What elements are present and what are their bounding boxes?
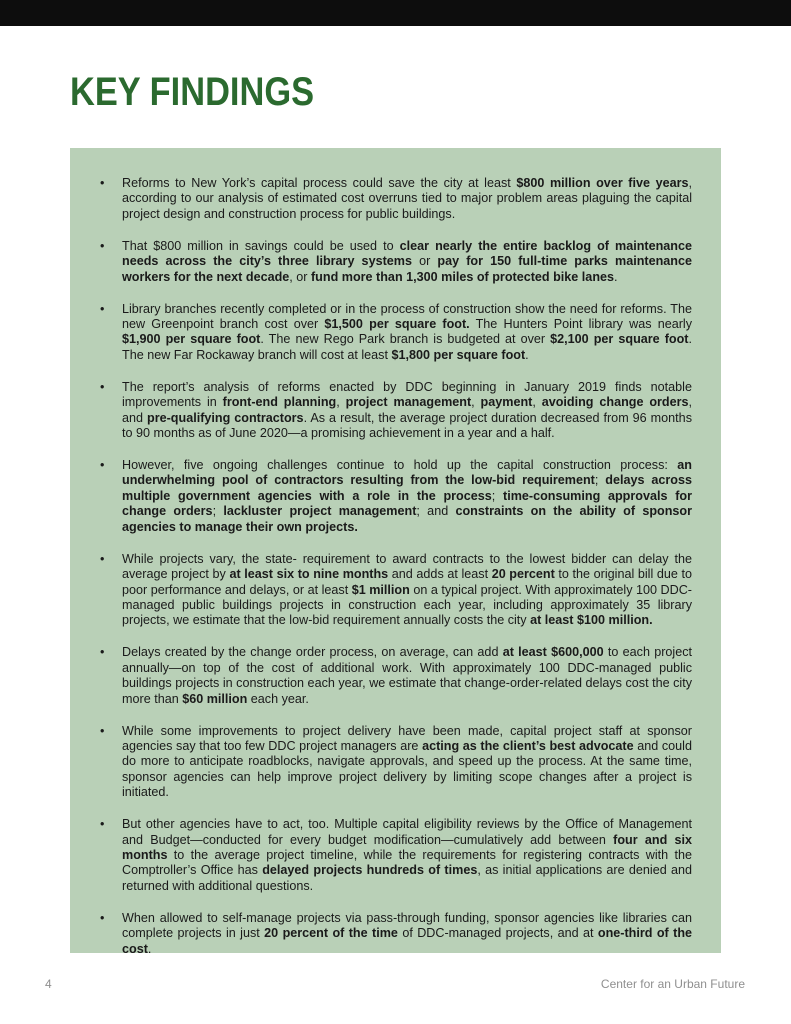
finding-text: . — [525, 347, 529, 362]
finding-text: That $800 million in savings could be used to — [122, 238, 400, 253]
finding-emphasis: $1,800 per square foot — [391, 347, 526, 362]
finding-item — [122, 458, 692, 535]
finding-emphasis: $1 million — [351, 582, 410, 597]
finding-emphasis: $1,900 per square foot — [122, 332, 261, 347]
finding-text: Delays created by the change order process, on average, can add — [122, 645, 503, 660]
finding-emphasis: $2,100 per square foot — [550, 332, 689, 347]
finding-text: When allowed to self-manage projects via pass-through funding, sponsor agencies like libraries can complete projects in just — [122, 910, 692, 941]
finding-text: , or — [289, 269, 311, 284]
finding-emphasis: pay for 150 full-time parks maintenance workers for the next decade — [122, 254, 692, 284]
finding-text: However, five ongoing challenges continue to hold up the capital construction process: — [122, 458, 678, 473]
finding-text: . — [147, 941, 152, 956]
finding-text: , as initial applications are denied and returned with additional questions. — [122, 863, 693, 893]
finding-text: , — [336, 395, 346, 410]
finding-text: and could do more to anticipate roadblocks, navigate approvals, and speed up the process. At the same time, sponsor agencies can help improve project delivery by limiting scope changes after a project is initiated. — [122, 738, 692, 800]
page-title: KEY FINDINGS — [70, 70, 315, 114]
finding-emphasis: project management — [345, 395, 472, 410]
finding-emphasis: one-third of the cost — [122, 926, 693, 956]
finding-text: . As a result, the average project duration decreased from 96 months to 90 months as of June 2020—a promising achievement in a year and a half. — [122, 410, 692, 441]
finding-emphasis: lackluster project management — [223, 504, 417, 519]
key-findings-panel — [70, 148, 721, 956]
finding-text: . The new Rego Park branch is budgeted at over — [260, 332, 551, 347]
finding-emphasis: pre-qualifying contractors — [147, 410, 304, 425]
finding-emphasis: 20 percent of the time — [264, 926, 398, 941]
finding-emphasis: constraints on the ability of sponsor agencies to manage their own projects. — [122, 504, 692, 534]
finding-emphasis: four and six months — [122, 832, 692, 862]
finding-emphasis: 20 percent — [491, 567, 555, 582]
finding-emphasis: time-consuming approvals for change orders — [122, 488, 692, 519]
finding-emphasis: delayed projects hundreds of times — [262, 863, 478, 878]
finding-text: ; — [594, 473, 606, 488]
finding-emphasis: an underwhelming pool of contractors resulting from the low-bid requirement — [122, 458, 692, 488]
finding-text: Reforms to New York’s capital process could save the city at least — [122, 176, 517, 190]
top-black-bar — [0, 0, 791, 26]
finding-item — [122, 176, 692, 222]
finding-text: or — [411, 254, 438, 269]
finding-text: While projects vary, the state- requirement to award contracts to the lowest bidder can delay the average project by — [122, 551, 692, 582]
finding-text: , — [532, 395, 542, 410]
finding-text: While some improvements to project delivery have been made, capital project staff at sponsor agencies say that too few DDC project managers are — [122, 723, 692, 753]
finding-emphasis: avoiding change orders — [541, 395, 689, 410]
finding-emphasis: at least six to nine months — [229, 567, 389, 582]
finding-emphasis: at least $600,000 — [502, 645, 604, 660]
finding-emphasis: acting as the client’s best advocate — [422, 738, 634, 753]
finding-text: , and — [122, 395, 693, 425]
finding-emphasis: $800 million over five years — [516, 176, 689, 190]
finding-item — [122, 302, 692, 364]
finding-item — [122, 552, 692, 629]
finding-text: and adds at least — [388, 567, 492, 582]
finding-emphasis: clear nearly the entire backlog of maintenance needs across the city’s three library systems — [122, 238, 693, 269]
finding-text: to the original bill due to poor performance and delays, or at least — [122, 567, 693, 597]
page-number: 4 — [45, 977, 52, 991]
finding-text: . — [614, 269, 618, 284]
finding-emphasis: $60 million — [182, 691, 248, 706]
finding-text: ; — [212, 504, 224, 519]
finding-item — [122, 724, 692, 801]
finding-emphasis: fund more than 1,300 miles of protected bike lanes — [310, 269, 615, 284]
finding-text: to each project annually—on top of the cost of additional work. With approximately 100 DDC-managed public buildings projects in construction each year, we estimate that change-order-related delays cost the city more than — [122, 645, 692, 706]
finding-text: But other agencies have to act, too. Multiple capital eligibility reviews by the Office of Management and Budget—conducted for every budget modification—cumulatively add between — [122, 817, 692, 847]
finding-text: each year. — [247, 691, 309, 706]
finding-text: ; and — [416, 504, 456, 519]
footer-organization: Center for an Urban Future — [600, 977, 745, 991]
finding-text: , according to our analysis of estimated cost overruns tied to major problem areas plaguing the capital project design and construction process for public buildings. — [122, 176, 693, 221]
finding-item — [122, 817, 692, 894]
finding-emphasis: at least $100 million. — [530, 613, 653, 628]
finding-emphasis: delays across multiple government agencies with a role in the process — [122, 473, 693, 503]
finding-emphasis: front-end planning — [222, 395, 337, 410]
finding-text: on a typical project. With approximately 100 DDC-managed public buildings projects in construction each year, including approximately 35 library projects, we estimate that the low-bid requirement annually costs the city — [122, 582, 693, 628]
finding-item — [122, 645, 692, 707]
finding-item — [122, 380, 692, 442]
finding-emphasis: $1,500 per square foot. — [324, 317, 470, 332]
finding-emphasis: payment — [480, 395, 533, 410]
finding-text: The Hunters Point library was nearly — [469, 317, 692, 332]
finding-item — [122, 239, 692, 285]
finding-text: . The new Far Rockaway branch will cost at least — [122, 332, 692, 362]
finding-text: to the average project timeline, while the requirements for registering contracts with the Comptroller’s Office has — [122, 847, 692, 878]
finding-text: , — [471, 395, 481, 410]
finding-text: Library branches recently completed or in the process of construction show the need for reforms. The new Greenpoint branch cost over — [122, 301, 692, 332]
findings-list — [122, 176, 692, 957]
finding-text: of DDC-managed projects, and at — [397, 926, 598, 941]
finding-item — [122, 911, 692, 957]
finding-text: The report’s analysis of reforms enacted by DDC beginning in January 2019 finds notable improvements in — [122, 379, 692, 410]
finding-text: ; — [491, 488, 503, 503]
